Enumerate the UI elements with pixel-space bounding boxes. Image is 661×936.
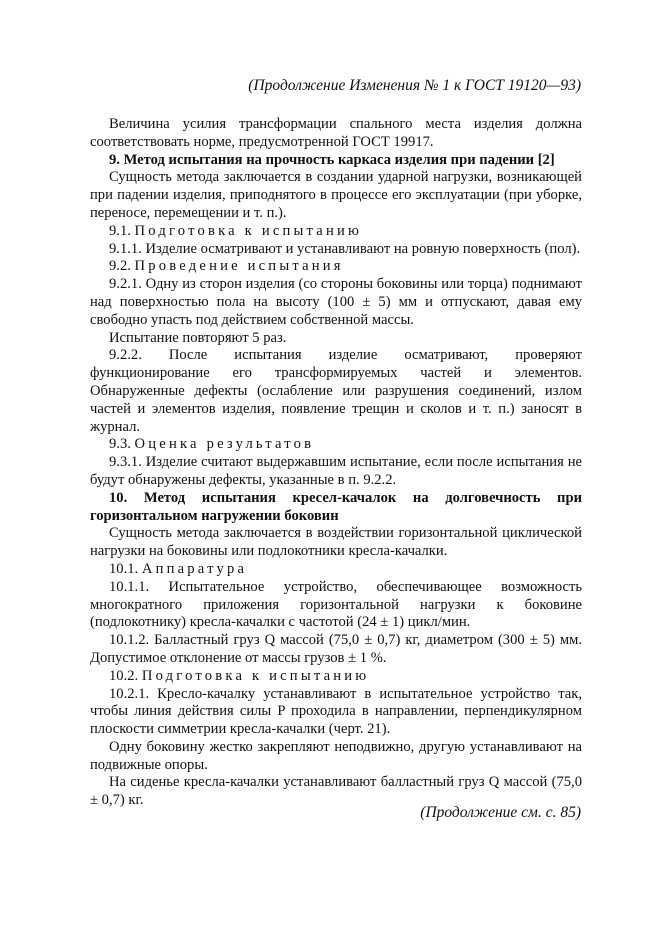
subsection-heading bbox=[90, 223, 582, 241]
section-number: 10.1. bbox=[109, 560, 139, 577]
body-text bbox=[90, 116, 582, 810]
paragraph: Сущность метода заключается в создании ударной нагрузки, возникающей при падении изделия, приподнятого в процессе его эксплуатации (при уборке, переносе, перемещении и т. п.). bbox=[90, 169, 582, 221]
subsection-heading bbox=[90, 436, 582, 454]
paragraph: 9.1.1. Изделие осматривают и устанавливают на ровную поверхность (пол). bbox=[109, 240, 581, 257]
paragraph: Испытание повторяют 5 раз. bbox=[109, 329, 287, 346]
subsection-title: Подготовка к испытанию bbox=[141, 667, 370, 684]
section-number: 9.3. bbox=[109, 436, 131, 453]
paragraph: 10.1.2. Балластный груз Q массой (75,0 ± 0,7) кг, диаметром (300 ± 5) мм. Допустимое отклонение от массы грузов ± 1 %. bbox=[90, 632, 582, 666]
subsection-title: Проведение испытания bbox=[134, 258, 344, 275]
subsection-title: Подготовка к испытанию bbox=[134, 222, 363, 239]
section-number: 9.2. bbox=[109, 258, 131, 275]
paragraph: Величина усилия трансформации спального места изделия должна соответствовать норме, предусмотренной ГОСТ 19917. bbox=[90, 116, 582, 150]
paragraph: Сущность метода заключается в воздействии горизонтальной циклической нагрузки на боковины или подлокотники кресла-качалки. bbox=[90, 525, 582, 560]
section-heading: 10. Метод испытания кресел-качалок на долговечность при горизонтальном нагружении боковин bbox=[90, 489, 582, 524]
paragraph: 9.2.2. После испытания изделие осматривают, проверяют функционирование его трансформируемых частей и элементов. Обнаруженные дефекты (ослабление или разрушения соединений, излом частей и элементов изделия, появление трещин и сколов и т. п.) заносят в журнал. bbox=[90, 347, 582, 435]
section-number: 9.1. bbox=[109, 222, 131, 239]
subsection-title: Оценка результатов bbox=[134, 436, 315, 453]
page-footer: (Продолжение см. с. 85) bbox=[420, 804, 581, 821]
paragraph: 10.1.1. Испытательное устройство, обеспечивающее возможность многократного приложения горизонтальной нагрузки к боковине (подлокотнику) кресла-качалки с частотой (24 ± 1) цикл/мин. bbox=[90, 578, 582, 631]
paragraph: 10.2.1. Кресло-качалку устанавливают в испытательное устройство так, чтобы линия действия силы P проходила в направлении, перпендикулярном плоскости симметрии кресла-качалки (черт. 21). bbox=[90, 685, 582, 738]
paragraph: Одну боковину жестко закрепляют неподвижно, другую устанавливают на подвижные опоры. bbox=[90, 738, 582, 773]
subsection-heading bbox=[90, 668, 582, 686]
page-header: (Продолжение Изменения № 1 к ГОСТ 19120—93) bbox=[248, 77, 581, 94]
subsection-heading bbox=[90, 258, 582, 276]
paragraph: 9.2.1. Одну из сторон изделия (со стороны боковины или торца) поднимают над поверхностью пола на высоту (100 ± 5) мм и отпускают, давая ему свободно упасть под действием собственной массы. bbox=[90, 276, 582, 328]
section-number: 10.2. bbox=[109, 667, 139, 684]
subsection-title: Аппаратура bbox=[141, 560, 248, 577]
paragraph: 9.3.1. Изделие считают выдержавшим испытание, если после испытания не будут обнаружены дефекты, указанные в п. 9.2.2. bbox=[90, 454, 582, 488]
subsection-heading bbox=[90, 561, 582, 579]
paragraph: На сиденье кресла-качалки устанавливают балластный груз Q массой (75,0 ± 0,7) кг. bbox=[90, 774, 582, 809]
section-heading: 9. Метод испытания на прочность каркаса изделия при падении [2] bbox=[109, 151, 555, 168]
